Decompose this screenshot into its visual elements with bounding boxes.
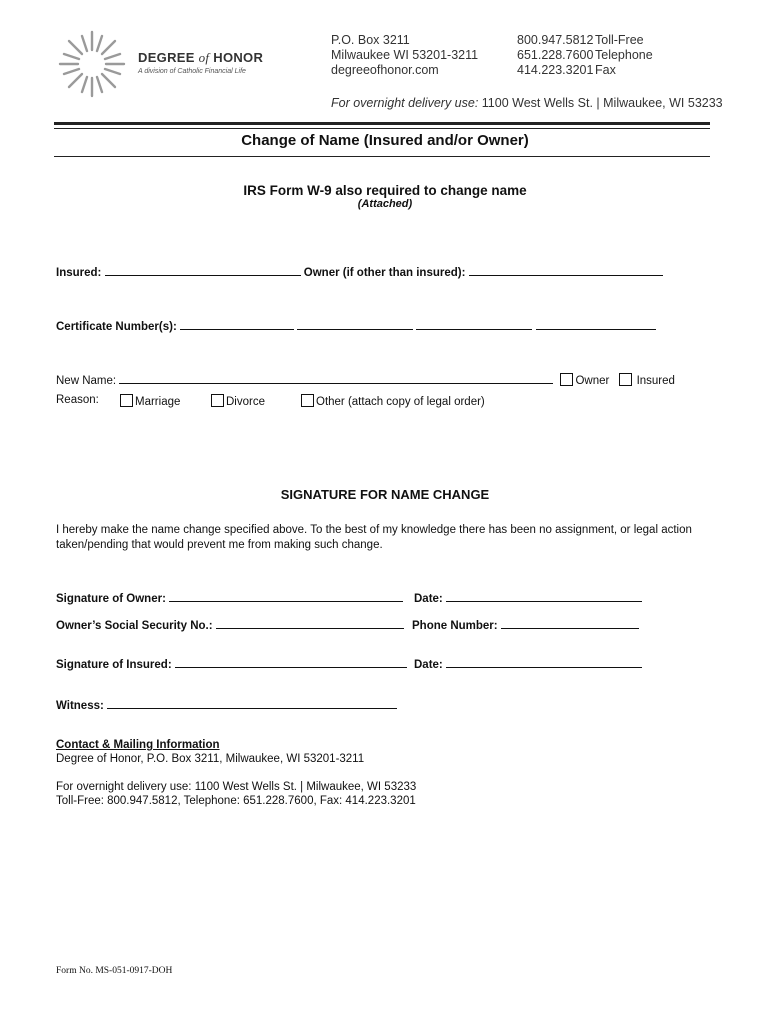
owner-field[interactable] xyxy=(469,264,663,276)
insured-option-label: Insured xyxy=(636,375,675,387)
ssn-field[interactable] xyxy=(216,617,404,629)
contact-line: For overnight delivery use: 1100 West Wells St. | Milwaukee, WI 53233 xyxy=(56,781,417,793)
insured-label: Insured: xyxy=(56,267,102,279)
certificate-field-1[interactable] xyxy=(180,318,294,330)
other-checkbox[interactable] xyxy=(301,394,314,407)
brand-tagline: A division of Catholic Financial Life xyxy=(138,68,246,75)
reason-divorce[interactable]: Divorce xyxy=(211,394,265,408)
contact-heading: Contact & Mailing Information xyxy=(56,739,220,751)
phone-row: 651.228.7600 Telephone xyxy=(517,48,653,62)
reason-other[interactable]: Other (attach copy of legal order) xyxy=(301,394,485,408)
insured-checkbox[interactable] xyxy=(619,373,632,386)
header-phone-list xyxy=(517,33,653,78)
insured-date-row xyxy=(414,656,642,671)
owner-date-row xyxy=(414,590,642,605)
starburst-logo-icon xyxy=(56,28,128,100)
marriage-checkbox[interactable] xyxy=(120,394,133,407)
attached-note: (Attached) xyxy=(357,198,413,210)
overnight-delivery-note: For overnight delivery use: 1100 West Wells St. | Milwaukee, WI 53233 xyxy=(331,96,723,110)
contact-line: Toll-Free: 800.947.5812, Telephone: 651.228.7600, Fax: 414.223.3201 xyxy=(56,795,416,807)
reason-marriage[interactable]: Marriage xyxy=(120,394,180,408)
divider xyxy=(54,122,710,125)
owner-date-field[interactable] xyxy=(446,590,642,602)
brand-name: DEGREE of HONOR xyxy=(138,50,264,65)
insured-field[interactable] xyxy=(105,264,301,276)
owner-signature-label: Signature of Owner: xyxy=(56,593,166,605)
form-number: Form No. MS-051-0917-DOH xyxy=(56,966,173,976)
witness-row xyxy=(56,697,397,712)
owner-signature-field[interactable] xyxy=(169,590,403,602)
phone-number-row xyxy=(412,617,639,632)
certificate-field-3[interactable] xyxy=(416,318,532,330)
header-address: P.O. Box 3211 Milwaukee WI 53201-3211 degreeofhonor.com xyxy=(331,33,479,77)
new-name-field[interactable] xyxy=(119,372,553,384)
certificate-field-2[interactable] xyxy=(297,318,413,330)
date-label: Date: xyxy=(414,593,443,605)
date-label: Date: xyxy=(414,659,443,671)
contact-line: Degree of Honor, P.O. Box 3211, Milwaukee, WI 53201-3211 xyxy=(56,753,365,765)
contact-info xyxy=(56,738,416,808)
insured-date-field[interactable] xyxy=(446,656,642,668)
new-name-row xyxy=(56,372,675,387)
insured-signature-row xyxy=(56,656,407,671)
new-name-label: New Name: xyxy=(56,375,117,387)
witness-field[interactable] xyxy=(107,697,397,709)
divorce-checkbox[interactable] xyxy=(211,394,224,407)
divider xyxy=(54,156,710,157)
company-logo xyxy=(56,28,266,100)
phone-number-label: Phone Number: xyxy=(412,620,498,632)
phone-row: 414.223.3201 Fax xyxy=(517,63,616,77)
owner-checkbox[interactable] xyxy=(560,373,573,386)
signature-statement: I hereby make the name change specified above. To the best of my knowledge there has been no assignment, or legal action taken/pending that would prevent me from making such change. xyxy=(56,524,692,551)
divider xyxy=(54,128,710,129)
form-title: Change of Name (Insured and/or Owner) xyxy=(241,132,529,149)
w9-notice: IRS Form W-9 also required to change name xyxy=(243,183,527,198)
certificate-row xyxy=(56,318,656,333)
phone-row: 800.947.5812 Toll-Free xyxy=(517,33,644,47)
reason-label: Reason: xyxy=(56,394,99,406)
ssn-label: Owner’s Social Security No.: xyxy=(56,620,213,632)
owner-option-label: Owner xyxy=(575,375,610,387)
insured-signature-field[interactable] xyxy=(175,656,407,668)
ssn-row xyxy=(56,617,404,632)
phone-number-field[interactable] xyxy=(501,617,639,629)
insured-signature-label: Signature of Insured: xyxy=(56,659,172,671)
certificate-label: Certificate Number(s): xyxy=(56,321,177,333)
insured-owner-row xyxy=(56,264,663,279)
witness-label: Witness: xyxy=(56,700,104,712)
signature-section-title: SIGNATURE FOR NAME CHANGE xyxy=(280,487,490,502)
certificate-field-4[interactable] xyxy=(536,318,656,330)
owner-signature-row xyxy=(56,590,403,605)
owner-label: Owner (if other than insured): xyxy=(303,267,466,279)
